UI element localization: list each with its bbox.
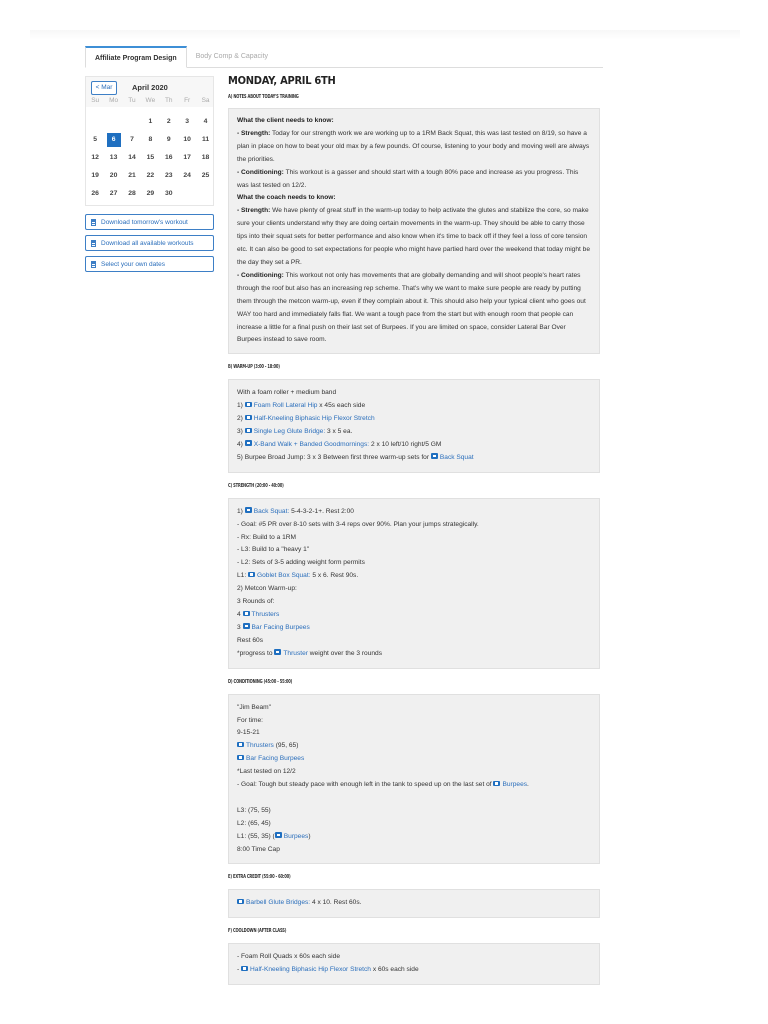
day-number: 20 [109,172,118,179]
video-icon [248,572,255,578]
client-conditioning-note [237,167,591,193]
link-text: Bar Facing Burpees [246,755,305,763]
calendar-week [86,185,215,203]
conditioning-box [228,694,600,865]
section-label-notes: A) NOTES ABOUT TODAY'S TRAINING [228,94,299,100]
exercise-link[interactable] [241,966,371,973]
day-number: 29 [146,190,155,197]
calendar-week [86,167,215,185]
item-prefix: 4 [237,611,243,618]
video-icon [245,415,252,421]
day-number: 13 [109,154,118,161]
warmup-item [237,452,591,465]
strength-line: - L3: Build to a "heavy 1" [237,546,310,554]
calendar-day[interactable] [196,115,214,129]
note-text: Today for our strength work we are working up to a 1RM Back Squat, this was last tested on 8/19, so have a plan in place on how to beat your old max by a few pounds. Of course, listening to your body and moving well are always the priorities. [237,129,590,163]
weekday-label: Mo [109,97,119,104]
item-prefix: *progress to [237,649,275,657]
section-label-cooldown: F) COOLDOWN (AFTER CLASS) [228,928,287,935]
calendar-day[interactable] [160,115,178,129]
day-number: 25 [201,172,210,179]
weekday-header [86,97,215,104]
calendar-day[interactable] [196,151,214,165]
day-number: 22 [146,172,155,179]
item-suffix: x 45s each side [317,402,366,410]
conditioning-line [237,753,591,766]
video-icon [431,453,438,459]
button-label: Download all available workouts [101,239,194,247]
calendar-day[interactable] [141,151,159,165]
client-strength-note [237,128,591,167]
calendar-week [86,149,215,167]
video-icon [245,507,252,513]
exercise-link[interactable] [237,742,274,749]
day-number: 1 [148,118,153,125]
item-prefix: 1) [237,402,245,410]
item-prefix: 4) [237,440,245,448]
day-number: 8 [148,136,153,143]
calendar-day[interactable] [104,151,122,165]
conditioning-line [237,779,591,792]
video-icon [243,611,250,617]
item-suffix: ) [308,832,311,840]
download-tomorrow-button[interactable] [85,214,214,230]
day-number: 6 [107,133,121,147]
exercise-link[interactable] [245,415,375,422]
calendar-month-title: April 2020 [132,83,168,92]
video-icon [275,832,282,838]
warmup-intro: With a foam roller + medium band [237,389,337,397]
exercise-link[interactable] [243,611,280,618]
exercise-link[interactable] [245,428,325,435]
item-prefix: L1: [237,572,248,580]
blank-line [237,792,591,805]
link-text: Barbell Glute Bridges: [246,899,311,907]
calendar-day[interactable] [123,133,141,147]
calendar-day[interactable] [86,187,104,201]
item-prefix: 3 [237,623,243,631]
video-icon [245,428,252,434]
day-number: 23 [164,172,173,179]
calendar-header [86,77,213,107]
calendar-day[interactable] [104,169,122,183]
exercise-link[interactable] [243,624,310,631]
link-text: Burpees [283,832,309,840]
calendar-day[interactable] [160,151,178,165]
coach-strength-note [237,205,591,270]
day-number: 4 [203,118,208,125]
calendar-day[interactable] [86,133,104,147]
day-number: 11 [201,136,210,143]
video-icon [245,402,252,408]
section-label-conditioning: D) CONDITIONING (45:00 - 55:00) [228,678,293,685]
calendar-day[interactable] [196,133,214,147]
note-label: - Strength: [237,207,271,215]
conditioning-line: 9-15-21 [237,729,260,737]
calendar-day[interactable] [160,133,178,147]
conditioning-line: 8:00 Time Cap [237,845,280,853]
day-number: 2 [166,118,171,125]
exercise-link[interactable] [237,899,310,906]
item-suffix: 2 x 10 left/10 right/5 GM [369,440,442,448]
calendar [85,76,214,206]
weekday-label: Su [91,97,100,104]
calendar-day-selected[interactable] [104,133,122,147]
link-text: Half-Kneeling Biphasic Hip Flexor Stretch [253,415,375,423]
day-number: 18 [201,154,210,161]
item-suffix: 3 x 5 ea. [325,428,353,436]
exercise-link[interactable] [237,755,304,762]
item-suffix: 5 x 6. Rest 90s. [310,572,359,580]
item-suffix: weight over the 3 rounds [307,649,382,657]
calendar-day[interactable] [123,151,141,165]
item-suffix: 4 x 10. Rest 60s. [310,899,362,907]
warmup-item [237,426,591,439]
link-text: Single Leg Glute Bridge: [253,428,326,436]
calendar-day[interactable] [123,169,141,183]
calendar-grid [86,113,215,203]
link-text: Half-Kneeling Biphasic Hip Flexor Stretch [250,966,371,974]
calendar-day[interactable] [196,169,214,183]
client-heading: What the client needs to know: [237,117,334,124]
item-prefix: 1) [237,507,245,515]
weekday-label: Sa [201,97,210,104]
exercise-link[interactable] [245,508,290,515]
calendar-day[interactable] [141,187,159,201]
item-suffix: x 60s each side [370,966,419,974]
day-number: 16 [164,154,173,161]
tab-affiliate-program-design[interactable]: Affiliate Program Design [85,46,187,68]
day-number: 5 [93,136,98,143]
strength-line: - Rx: Build to a 1RM [237,533,296,541]
day-number: 28 [128,190,136,197]
calendar-week [86,131,215,149]
strength-line: 2) Metcon Warm-up: [237,585,297,593]
item-prefix: L1: (55, 35) ( [237,832,275,840]
warmup-item [237,413,591,426]
strength-line [237,609,591,622]
video-icon [243,623,250,629]
day-number: 26 [91,190,99,197]
link-text: Burpees [502,781,528,789]
note-label: - Conditioning: [237,168,284,176]
strength-line: Rest 60s [237,636,264,644]
calendar-day[interactable] [123,187,141,201]
conditioning-line: L3: (75, 55) [237,806,271,814]
workout-content [228,74,600,985]
conditioning-line [237,831,591,844]
calendar-day[interactable] [160,169,178,183]
note-label: - Conditioning: [237,271,284,279]
weekday-label: Th [164,97,173,104]
day-number: 9 [166,136,171,143]
item-prefix: 2) [237,415,245,423]
item-prefix: - [237,966,242,974]
note-label: - Strength: [237,129,271,137]
weekday-label: Tu [128,97,136,104]
conditioning-line: L2: (65, 45) [237,819,271,827]
link-text: Thruster [283,649,308,657]
strength-line: - Goal: #5 PR over 8-10 sets with 3-4 reps over 90%. Plan your jumps strategically. [237,520,479,528]
item-prefix: - Goal: Tough but steady pace with enough left in the tank to speed up on the last set of [237,781,494,789]
video-icon [241,966,248,972]
strength-line: - L2: Sets of 3-5 adding weight form permits [237,559,365,567]
exercise-link[interactable] [248,572,311,579]
day-number: 15 [146,154,155,161]
select-dates-button[interactable] [85,256,214,272]
program-tabs [85,46,603,68]
item-prefix: 3) [237,428,245,436]
video-icon [237,742,244,748]
exercise-link[interactable] [245,441,369,448]
page-title: MONDAY, APRIL 6TH [228,74,336,87]
calendar-day[interactable] [178,151,196,165]
warmup-item [237,439,591,452]
link-text: X-Band Walk + Banded Goodmornings: [253,440,370,448]
day-number: 27 [109,190,118,197]
cooldown-line: - Foam Roll Quads x 60s each side [237,953,340,961]
warmup-item [237,400,591,413]
note-text: We have plenty of great stuff in the warm-up today to help activate the glutes and stabilize the core, so make sure your clients understand why they are doing certain movements in the warm-up. They should be able to carry those tips into their squat sets for better performance and also know when it's time to back off if they feel a loss of core tension etc. It can also be good to set expectations for people who might have partied hard over the weekend that today might be the day they set a PR. [237,207,590,266]
day-number: 19 [91,172,99,179]
item-suffix: (95, 65) [273,742,299,750]
exercise-link[interactable] [274,650,308,657]
video-icon [237,899,244,905]
document-icon [91,219,96,226]
calendar-day[interactable] [141,133,159,147]
calendar-day[interactable] [86,169,104,183]
video-icon [245,440,252,446]
day-number: 17 [183,154,191,161]
notes-box [228,108,600,354]
strength-line [237,570,591,583]
calendar-day[interactable] [141,115,159,129]
link-text: Back Squat [439,453,474,461]
document-icon [91,261,96,268]
calendar-day[interactable] [160,187,178,201]
day-number: 24 [183,172,191,179]
video-icon [493,781,500,787]
coach-conditioning-note [237,270,591,347]
tab-body-comp-capacity[interactable]: Body Comp & Capacity [195,53,269,60]
day-number: 12 [91,154,99,161]
link-text: Thrusters [251,611,280,618]
link-text: Foam Roll Lateral Hip [253,402,318,410]
section-label-strength: C) STRENGTH (20:00 - 40:00) [228,482,284,489]
video-icon [237,755,244,761]
strength-line [237,648,591,661]
calendar-day[interactable] [178,115,196,129]
note-text: This workout is a gasser and should start with a tough 80% pace and increase as you progress. This was last tested on 12/2. [237,168,579,189]
download-all-button[interactable] [85,235,214,251]
day-number: 30 [164,190,173,197]
button-label: Select your own dates [101,260,165,268]
strength-box [228,498,600,669]
calendar-day[interactable] [104,187,122,201]
strength-line [237,622,591,635]
page-top-shade [30,30,740,40]
conditioning-line: *Last tested on 12/2 [237,768,296,776]
day-number: 10 [183,136,191,143]
cooldown-box [228,943,600,985]
item-prefix: 5) Burpee Broad Jump: 3 x 3 Between first three warm-up sets for [237,453,431,461]
weekday-label: We [145,97,156,104]
conditioning-line: "Jim Beam" [237,703,271,711]
calendar-week [86,113,215,131]
calendar-day[interactable] [141,169,159,183]
conditioning-line: For time: [237,716,264,724]
warmup-box [228,379,600,472]
link-text: Back Squat: [253,507,290,515]
section-label-extra-credit: E) EXTRA CREDIT (55:00 - 60:00) [228,874,291,881]
day-number: 3 [185,118,190,125]
extra-credit-box [228,889,600,918]
exercise-link[interactable] [245,402,318,409]
section-label-warmup: B) WARM-UP (3:00 - 18:00) [228,364,280,371]
day-number: 14 [128,154,136,161]
day-number: 7 [130,136,134,143]
button-label: Download tomorrow's workout [101,218,188,226]
link-text: Bar Facing Burpees [251,623,310,631]
calendar-day[interactable] [86,151,104,165]
link-text: Goblet Box Squat: [257,572,311,580]
extra-line [237,897,591,910]
document-icon [91,240,96,247]
strength-line: 3 Rounds of: [237,598,275,606]
cooldown-line [237,964,591,977]
previous-month-button[interactable]: < Mar [91,81,117,95]
item-suffix: . [527,781,529,789]
item-suffix: 5-4-3-2-1+. Rest 2:00 [289,507,354,515]
calendar-day[interactable] [178,133,196,147]
note-text: This workout not only has movements that are globally demanding and will shoot people's heart rates through the roof but also has an increasing rep scheme. That's why we want to make sure people are ready by putting them through the metcon warm-up, even if they complain about it. This should also help your typical client who goes out WAY too hard and immediately falls flat. We want a tough pace from the start but with enough room that people can increase a little for a final push on their last set of Burpees. If you are limited on space, consider Lateral Bar Over Burpees instead to save room. [237,271,586,344]
exercise-link[interactable] [493,781,527,788]
exercise-link[interactable] [431,454,474,461]
calendar-day[interactable] [178,169,196,183]
coach-heading: What the coach needs to know: [237,194,336,202]
conditioning-line [237,740,591,753]
exercise-link[interactable] [275,833,309,840]
link-text: Thrusters [246,742,274,750]
weekday-label: Fr [184,97,191,104]
video-icon [274,649,281,655]
day-number: 21 [128,172,136,179]
strength-line [237,506,591,519]
